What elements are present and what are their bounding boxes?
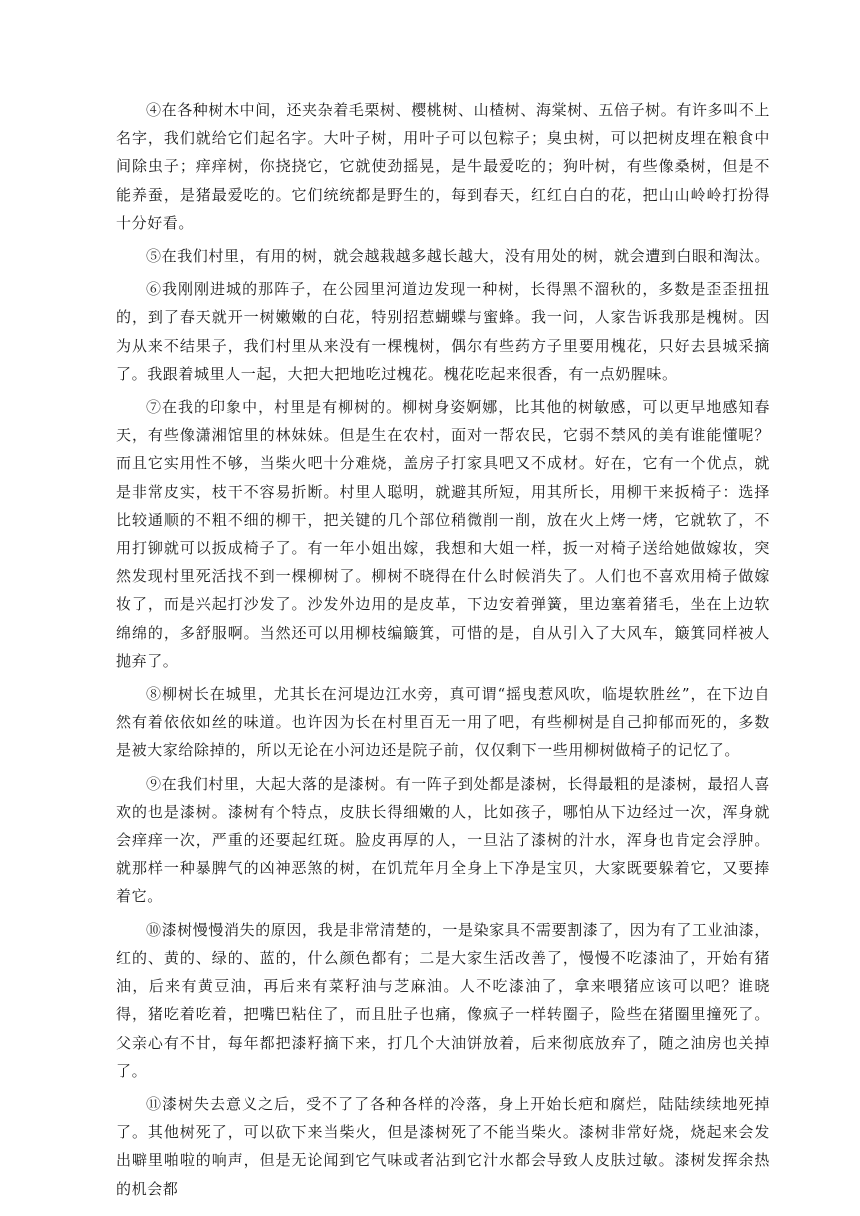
paragraph-8: ⑧柳树长在城里，尤其长在河堤边江水旁，真可谓“摇曳惹风吹，临堤软胜丝”，在下边自然有着依依如丝的味道。也许因为长在村里百无一用了吧，有些柳树是自己抑郁而死的，多数是被大家给除掉的，所以无论在小河边还是院子前，仅仅剩下一些用柳树做椅子的记忆了。 — [116, 685, 770, 760]
article-body — [116, 96, 770, 1208]
paragraph-9: ⑨在我们村里，大起大落的是漆树。有一阵子到处都是漆树，长得最粗的是漆树，最招人喜欢的也是漆树。漆树有个特点，皮肤长得细嫩的人，比如孩子，哪怕从下边经过一次，浑身就会痒痒一次，严重的还要起红斑。脸皮再厚的人，一旦沾了漆树的汁水，浑身也肯定会浮肿。就那样一种暴脾气的凶神恶煞的树，在饥荒年月全身上下净是宝贝，大家既要躲着它，又要捧着它。 — [116, 774, 771, 906]
paragraph-10: ⑩漆树慢慢消失的原因，我是非常清楚的，一是染家具不需要割漆了，因为有了工业油漆，红的、黄的、绿的、蓝的，什么颜色都有；二是大家生活改善了，慢慢不吃漆油了，开始有猪油，后来有黄豆油，再后来有菜籽油与芝麻油。人不吃漆油了，拿来喂猪应该可以吧？谁晓得，猪吃着吃着，把嘴巴粘住了，而且肚子也痛，像疯子一样转圈子，险些在猪圈里撞死了。父亲心有不甘，每年都把漆籽摘下来，打几个大油饼放着，后来彻底放弃了，随之油房也关掉了。 — [116, 920, 771, 1080]
paragraph-5: ⑤在我们村里，有用的树，就会越栽越多越长越大，没有用处的树，就会遭到白眼和淘汰。 — [146, 247, 771, 266]
paragraph-11: ⑪漆树失去意义之后，受不了了各种各样的冷落，身上开始长疤和腐烂，陆陆续续地死掉了。其他树死了，可以砍下来当柴火，但是漆树死了不能当柴火。漆树非常好烧，烧起来会发出噼里啪啦的响声，但是无论闻到它气味或者沾到它汁水都会导致人皮肤过敏。漆树发挥余热的机会都 — [116, 1094, 770, 1198]
paragraph-7: ⑦在我的印象中，村里是有柳树的。柳树身姿婀娜，比其他的树敏感，可以更早地感知春天，有些像潇湘馆里的林妹妹。但是生在农村，面对一帮农民，它弱不禁风的美有谁能懂呢？而且它实用性不够，当柴火吧十分难烧，盖房子打家具吧又不成材。好在，它有一个优点，就是非常皮实，枝干不容易折断。村里人聪明，就避其所短，用其所长，用柳干来扳椅子：选择比较通顺的不粗不细的柳干，把关键的几个部位稍微削一削，放在火上烤一烤，它就软了，不用打铆就可以扳成椅子了。有一年小姐出嫁，我想和大姐一样，扳一对椅子送给她做嫁妆，突然发现村里死活找不到一棵柳树了。柳树不晓得在什么时候消失了。人们也不喜欢用椅子做嫁妆了，而是兴起打沙发了。沙发外边用的是皮革，下边安着弹簧，里边塞着猪毛，坐在上边软绵绵的，多舒服啊。当然还可以用柳枝编簸箕，可惜的是，自从引入了大风车，簸箕同样被人抛弃了。 — [116, 398, 770, 670]
paragraph-6: ⑥我刚刚进城的那阵子，在公园里河道边发现一种树，长得黑不溜秋的，多数是歪歪扭扭的，到了春天就开一树嫩嫩的白花，特别招惹蝴蝶与蜜蜂。我一问，人家告诉我那是槐树。因为从来不结果子，我们村里从来没有一棵槐树，偶尔有些药方子里要用槐花，只好去县城采摘了。我跟着城里人一起，大把大把地吃过槐花。槐花吃起来很香，有一点奶腥味。 — [116, 280, 770, 383]
paragraph-4: ④在各种树木中间，还夹杂着毛栗树、樱桃树、山楂树、海棠树、五倍子树。有许多叫不上名字，我们就给它们起名字。大叶子树，用叶子可以包粽子；臭虫树，可以把树皮埋在粮食中间除虫子；痒痒树，你挠挠它，它就使劲摇晃，是牛最爱吃的；狗叶树，有些像桑树，但是不能养蚕，是猪最爱吃的。它们统统都是野生的，每到春天，红红白白的花，把山山岭岭打扮得十分好看。 — [116, 101, 771, 232]
